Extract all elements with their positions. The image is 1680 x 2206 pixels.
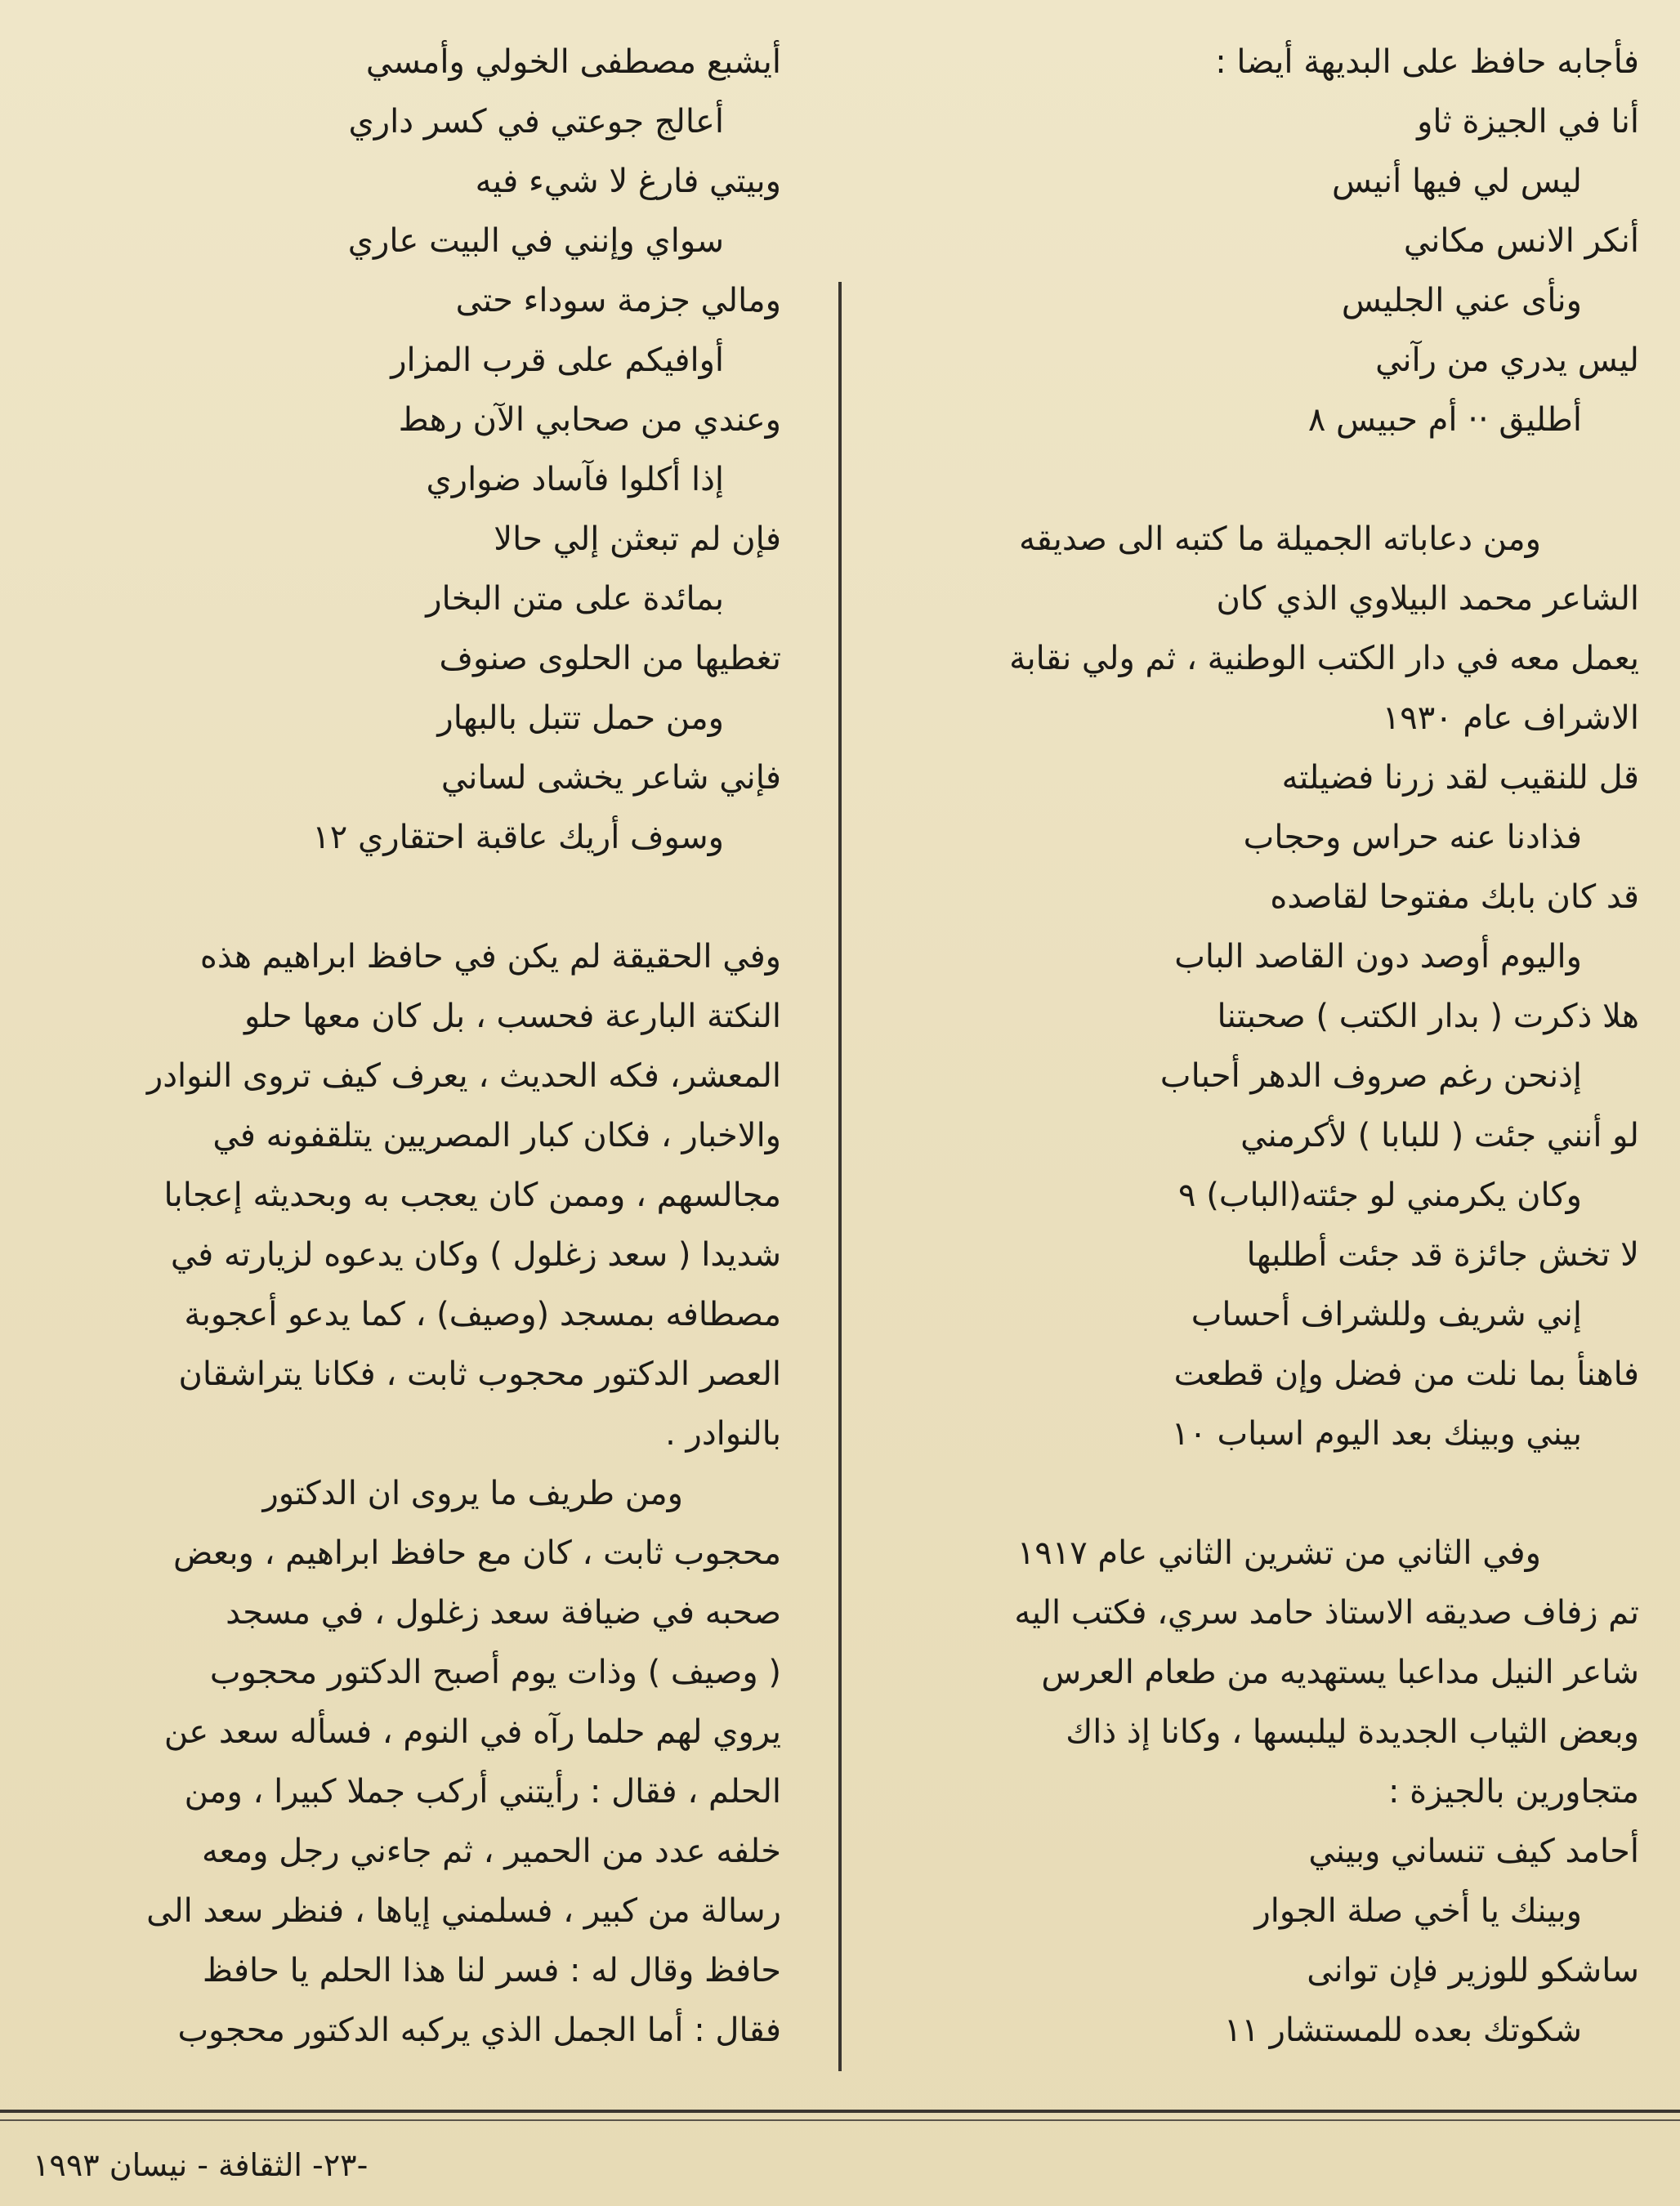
right-column-line: يعمل معه في دار الكتب الوطنية ، ثم ولي نقابة xyxy=(1009,640,1639,677)
right-column-line: أنا في الجيزة ثاو xyxy=(1417,103,1639,141)
left-column-line: مجالسهم ، وممن كان يعجب به وبحديثه إعجابا xyxy=(163,1177,781,1214)
left-column-line: المعشر، فكه الحديث ، يعرف كيف تروى النوادر xyxy=(146,1057,781,1095)
left-column-line: العصر الدكتور محجوب ثابت ، فكانا يتراشقان xyxy=(178,1355,781,1393)
right-column-line: إذنحن رغم صروف الدهر أحباب xyxy=(1159,1057,1582,1095)
right-column-line: ومن دعاباته الجميلة ما كتبه الى صديقه xyxy=(1019,520,1541,558)
left-column-line: يروي لهم حلما رآه في النوم ، فسأله سعد عن xyxy=(163,1713,781,1751)
left-column-line: حافظ وقال له : فسر لنا هذا الحلم يا حافظ xyxy=(202,1952,781,1989)
left-column-line: ومن طريف ما يروى ان الدكتور xyxy=(262,1475,683,1512)
right-column-line: لو أنني جئت ( للبابا ) لأكرمني xyxy=(1240,1117,1639,1154)
left-column-line: وبيتي فارغ لا شيء فيه xyxy=(475,163,781,200)
left-column-line: الحلم ، فقال : رأيتني أركب جملا كبيرا ، ومن xyxy=(184,1773,781,1811)
right-column-line: ونأى عني الجليس xyxy=(1341,282,1582,319)
left-column-line: تغطيها من الحلوى صنوف xyxy=(439,640,781,677)
left-column-line: محجوب ثابت ، كان مع حافظ ابراهيم ، وبعض xyxy=(173,1534,781,1572)
right-column-line: أنكر الانس مكاني xyxy=(1403,222,1639,260)
left-column-line: وفي الحقيقة لم يكن في حافظ ابراهيم هذه xyxy=(199,938,781,976)
right-column-line: لا تخش جائزة قد جئت أطلبها xyxy=(1246,1236,1639,1274)
left-column-line: وسوف أريك عاقبة احتقاري ١٢ xyxy=(312,819,724,856)
right-column-line: فذادنا عنه حراس وحجاب xyxy=(1243,819,1582,856)
right-column-line: فأجابه حافظ على البديهة أيضا : xyxy=(1215,43,1639,81)
right-column-line: ليس يدري من رآني xyxy=(1375,342,1639,379)
right-column-line: وبينك يا أخي صلة الجوار xyxy=(1254,1892,1582,1930)
right-text-column xyxy=(855,33,1639,2061)
right-column-line: شكوتك بعده للمستشار ١١ xyxy=(1223,2012,1582,2049)
left-column-line: وعندي من صحابي الآن رهط xyxy=(398,401,781,439)
right-column-line: قل للنقيب لقد زرنا فضيلته xyxy=(1281,759,1639,797)
left-column-line: ومالي جزمة سوداء حتى xyxy=(455,282,781,319)
right-column-line: قد كان بابك مفتوحا لقاصده xyxy=(1270,878,1639,916)
left-column-line: خلفه عدد من الحمير ، ثم جاءني رجل ومعه xyxy=(202,1833,781,1870)
right-column-line: أطليق ·· أم حبيس ٨ xyxy=(1307,401,1582,439)
paragraph-gap xyxy=(855,1464,1639,1524)
left-column-line: فإن لم تبعثن إلي حالا xyxy=(494,520,781,558)
left-column-line: ( وصيف ) وذات يوم أصبح الدكتور محجوب xyxy=(209,1654,781,1691)
footer-rule-thin xyxy=(0,2119,1680,2121)
footer-rule xyxy=(0,2110,1680,2113)
left-column-line: بمائدة على متن البخار xyxy=(426,580,724,618)
left-column-line: فإني شاعر يخشى لساني xyxy=(440,759,781,797)
page-footer: -٢٣- الثقافة - نيسان ١٩٩٣ xyxy=(33,2147,369,2183)
right-column-line: وفي الثاني من تشرين الثاني عام ١٩١٧ xyxy=(1016,1534,1541,1572)
left-column-line: أوافيكم على قرب المزار xyxy=(391,342,724,379)
right-column-line: فاهنأ بما نلت من فضل وإن قطعت xyxy=(1173,1355,1639,1393)
right-column-line: أحامد كيف تنساني وبيني xyxy=(1308,1833,1639,1870)
right-column-line: الاشراف عام ١٩٣٠ xyxy=(1382,699,1639,737)
left-column-line: والاخبار ، فكان كبار المصريين يتلقفونه في xyxy=(212,1117,781,1154)
right-column-line: بيني وبينك بعد اليوم اسباب ١٠ xyxy=(1171,1415,1582,1453)
left-column-line: سواي وإنني في البيت عاري xyxy=(347,222,724,260)
left-column-line: مصطافه بمسجد (وصيف) ، كما يدعو أعجوبة xyxy=(184,1296,781,1333)
right-column-line: هلا ذكرت ( بدار الكتب ) صحبتنا xyxy=(1217,998,1639,1035)
right-column-line: الشاعر محمد البيلاوي الذي كان xyxy=(1216,580,1639,618)
paragraph-gap xyxy=(0,868,781,927)
left-column-line: أعالج جوعتي في كسر داري xyxy=(348,103,724,141)
left-text-column xyxy=(0,33,781,2061)
left-column-line: رسالة من كبير ، فسلمني إياها ، فنظر سعد الى xyxy=(146,1892,781,1930)
right-column-line: واليوم أوصد دون القاصد الباب xyxy=(1174,938,1582,976)
column-divider xyxy=(838,282,842,2071)
right-column-line: ليس لي فيها أنيس xyxy=(1331,163,1582,200)
left-column-line: ومن حمل تتبل بالبهار xyxy=(437,699,724,737)
right-column-line: شاعر النيل مداعبا يستهديه من طعام العرس xyxy=(1041,1654,1639,1691)
right-column-line: متجاورين بالجيزة : xyxy=(1387,1773,1639,1811)
left-column-line: أيشبع مصطفى الخولي وأمسي xyxy=(365,43,781,81)
right-column-line: تم زفاف صديقه الاستاذ حامد سري، فكتب اليه xyxy=(1014,1594,1639,1632)
paragraph-gap xyxy=(855,450,1639,510)
right-column-line: وكان يكرمني لو جئته(الباب) ٩ xyxy=(1178,1177,1582,1214)
left-column-line: شديدا ( سعد زغلول ) وكان يدعوه لزيارته في xyxy=(170,1236,781,1274)
left-column-line: صحبه في ضيافة سعد زغلول ، في مسجد xyxy=(226,1594,781,1632)
right-column-line: إني شريف وللشراف أحساب xyxy=(1191,1296,1582,1333)
left-column-line: إذا أكلوا فآساد ضواري xyxy=(426,461,724,498)
left-column-line: بالنوادر . xyxy=(665,1415,781,1453)
left-column-line: فقال : أما الجمل الذي يركبه الدكتور محجوب xyxy=(177,2012,781,2049)
right-column-line: ساشكو للوزير فإن توانى xyxy=(1307,1952,1639,1989)
left-column-line: النكتة البارعة فحسب ، بل كان معها حلو xyxy=(244,998,781,1035)
right-column-line: وبعض الثياب الجديدة ليلبسها ، وكانا إذ ذاك xyxy=(1066,1713,1639,1751)
